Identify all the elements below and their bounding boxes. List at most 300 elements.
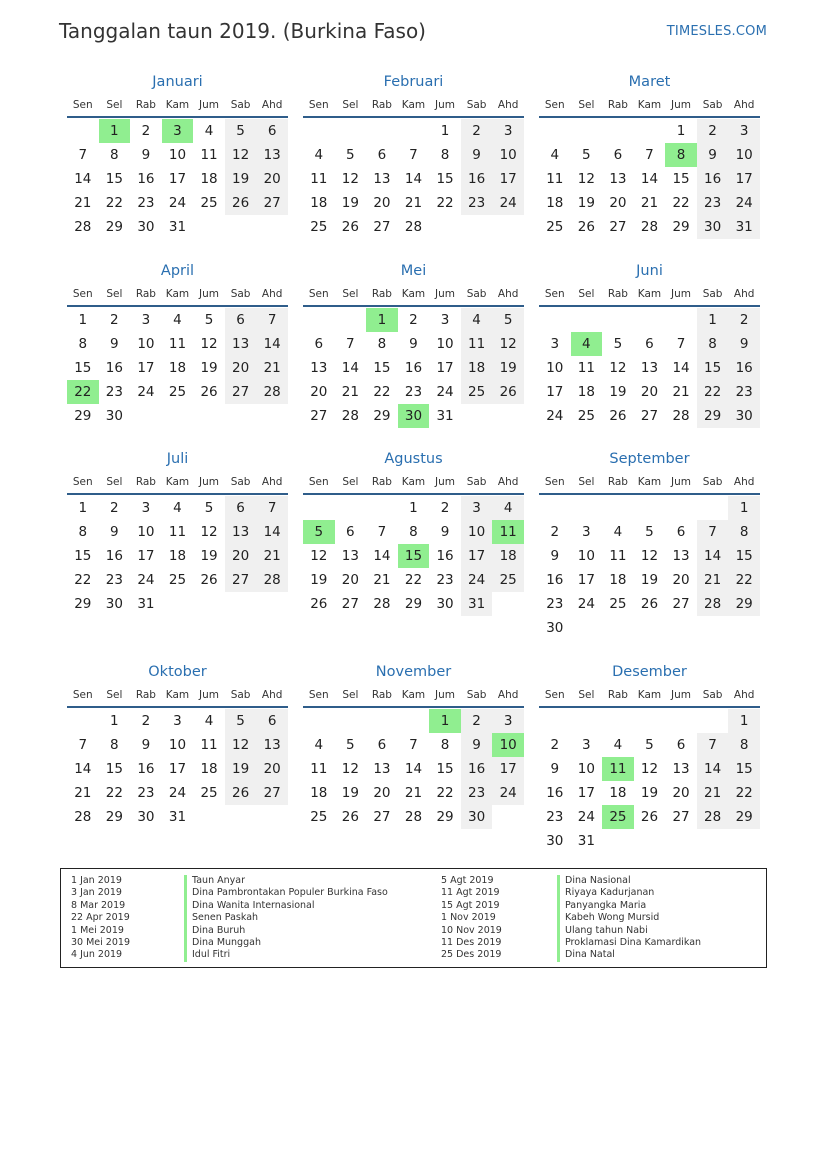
day-cell: 22 [436,785,454,801]
day-grid [303,496,524,616]
weekday-label: Kam [165,476,190,488]
day-cell: 3 [141,500,151,516]
day-cell: 2 [728,308,760,332]
day-cell: 27 [640,408,659,424]
weekday-header [67,96,288,118]
day-cell: 16 [436,548,454,564]
day-cell: 16 [137,171,155,187]
day-cell: 13 [672,548,690,564]
day-cell: 29 [728,592,760,616]
empty-cell [398,119,430,143]
day-cell: 9 [110,524,119,540]
day-cell: 4 [173,312,182,328]
day-cell: 7 [78,737,88,753]
day-cell: 7 [256,308,288,332]
day-cell: 10 [461,520,493,544]
month-name: Juli [166,451,189,467]
day-cell: 10 [577,548,595,564]
day-grid [539,308,760,428]
weekday-label: Kam [637,99,662,111]
day-cell: 10 [577,761,595,777]
day-cell: 29 [74,596,92,612]
day-cell: 8 [440,737,450,753]
weekday-label: Kam [401,288,426,300]
holiday-day-cell: 1 [429,709,461,733]
day-cell: 7 [697,520,729,544]
day-cell: 18 [609,572,627,588]
day-cell: 26 [341,219,359,235]
weekday-label: Sab [230,476,251,488]
day-cell: 16 [461,757,493,781]
legend-date: 11 Des 2019 [441,936,502,948]
day-cell: 12 [225,733,257,757]
day-cell: 17 [461,544,493,568]
weekday-label: Rab [607,689,628,701]
day-cell: 23 [436,572,454,588]
month-name: Januari [152,74,203,90]
day-cell: 12 [310,548,328,564]
day-cell: 8 [440,147,450,163]
month-name: September [609,451,690,467]
day-cell: 11 [577,360,595,376]
day-cell: 6 [377,147,387,163]
day-cell: 17 [436,360,454,376]
weekday-label: Ahd [497,288,519,300]
day-cell: 26 [640,596,659,612]
day-cell: 26 [225,781,257,805]
month-februari [303,72,524,239]
legend-holiday-name: Riyaya Kadurjanan [557,887,701,899]
day-cell: 29 [728,805,760,829]
day-cell: 24 [492,191,524,215]
weekday-label: Sen [72,476,93,488]
day-cell: 22 [105,785,123,801]
empty-cell [67,119,99,143]
day-cell: 18 [609,785,627,801]
weekday-label: Jum [199,476,220,488]
day-cell: 20 [310,384,328,400]
day-cell: 23 [461,781,493,805]
day-cell: 14 [256,332,288,356]
day-cell: 5 [346,737,355,753]
weekday-label: Kam [401,476,426,488]
day-cell: 17 [168,171,187,187]
legend-date: 8 Mar 2019 [71,899,126,911]
day-cell: 15 [697,356,729,380]
weekday-label: Sab [466,99,487,111]
month-mei [303,261,524,428]
day-grid [539,119,760,239]
day-cell: 25 [168,384,187,400]
day-cell: 8 [377,336,387,352]
day-cell: 15 [728,757,760,781]
day-cell: 9 [461,143,493,167]
day-cell: 15 [105,171,123,187]
day-grid [303,119,524,239]
day-cell: 27 [341,596,359,612]
day-cell: 29 [436,809,454,825]
day-cell: 24 [137,384,155,400]
empty-cell [665,496,697,520]
day-cell: 11 [168,336,187,352]
holiday-day-cell: 15 [398,544,430,568]
day-cell: 29 [404,596,423,612]
legend-holiday-name: Dina Pambrontakan Populer Burkina Faso [184,887,388,899]
empty-cell [303,709,335,733]
day-cell: 28 [74,219,92,235]
day-cell: 31 [137,596,155,612]
day-cell: 22 [74,572,92,588]
legend-holiday-name: Panyangka Maria [557,900,701,912]
legend-date: 4 Jun 2019 [71,949,123,961]
day-cell: 19 [609,384,627,400]
day-cell: 16 [105,360,123,376]
day-cell: 14 [404,761,423,777]
empty-cell [398,709,430,733]
holiday-day-cell: 5 [303,520,335,544]
empty-cell [539,709,571,733]
day-cell: 2 [461,709,493,733]
day-cell: 6 [256,119,288,143]
day-cell: 11 [310,761,328,777]
day-cell: 15 [436,761,454,777]
day-cell: 12 [341,171,359,187]
day-cell: 26 [640,809,659,825]
day-cell: 19 [577,195,595,211]
weekday-label: Sen [544,689,565,701]
month-name: Februari [383,74,444,90]
weekday-label: Sen [308,288,329,300]
day-cell: 9 [697,143,729,167]
day-cell: 7 [676,336,686,352]
weekday-label: Rab [607,476,628,488]
weekday-label: Sab [230,99,251,111]
day-cell: 14 [74,171,92,187]
month-januari [67,72,288,239]
day-cell: 28 [697,592,729,616]
weekday-label: Sen [544,99,565,111]
day-cell: 13 [341,548,359,564]
month-name: Juni [636,263,663,279]
day-cell: 20 [640,384,659,400]
day-cell: 17 [728,167,760,191]
holiday-day-cell: 11 [602,757,634,781]
day-cell: 26 [310,596,328,612]
weekday-label: Kam [165,689,190,701]
weekday-header [539,285,760,307]
day-cell: 27 [225,568,257,592]
weekday-label: Sen [308,99,329,111]
day-cell: 23 [137,195,155,211]
legend-holiday-name: Taun Anyar [184,875,388,887]
day-cell: 10 [436,336,454,352]
day-cell: 14 [640,171,659,187]
legend-date: 11 Agt 2019 [441,887,500,899]
weekday-header [67,473,288,495]
month-oktober [67,662,288,829]
day-cell: 1 [697,308,729,332]
day-cell: 7 [78,147,88,163]
day-cell: 28 [74,809,92,825]
weekday-label: Sab [702,288,723,300]
day-cell: 3 [141,312,151,328]
day-cell: 16 [546,572,564,588]
day-cell: 7 [697,733,729,757]
day-cell: 11 [609,548,627,564]
weekday-label: Jum [435,689,456,701]
day-cell: 21 [640,195,659,211]
day-cell: 26 [577,219,595,235]
day-cell: 6 [346,524,355,540]
day-cell: 13 [310,360,328,376]
weekday-label: Rab [607,288,628,300]
day-cell: 17 [492,167,524,191]
day-cell: 21 [341,384,359,400]
weekday-label: Sel [106,99,123,111]
weekday-header [303,686,524,708]
weekday-label: Kam [637,476,662,488]
day-cell: 4 [613,524,623,540]
day-grid [303,308,524,428]
day-cell: 27 [373,809,391,825]
day-cell: 6 [314,336,324,352]
day-cell: 3 [173,713,182,729]
legend-holiday-name: Proklamasi Dina Kamardikan [557,937,701,949]
day-cell: 24 [577,596,595,612]
weekday-label: Ahd [261,689,283,701]
weekday-header [67,686,288,708]
day-cell: 12 [225,143,257,167]
day-cell: 9 [110,336,119,352]
day-cell: 22 [436,195,454,211]
empty-cell [67,709,99,733]
legend-date: 1 Mei 2019 [71,924,124,936]
legend-date: 5 Agt 2019 [441,875,494,886]
day-cell: 4 [314,737,324,753]
day-cell: 4 [550,147,560,163]
day-cell: 20 [256,757,288,781]
day-cell: 9 [728,332,760,356]
day-cell: 30 [436,596,454,612]
day-cell: 9 [550,761,560,777]
month-name: Maret [628,74,671,90]
day-cell: 12 [341,761,359,777]
day-cell: 16 [728,356,760,380]
day-cell: 8 [78,336,88,352]
day-cell: 4 [461,308,493,332]
day-grid [67,308,288,428]
day-cell: 16 [137,761,155,777]
weekday-label: Rab [135,99,156,111]
legend-date: 22 Apr 2019 [71,912,130,924]
holiday-day-cell: 11 [492,520,524,544]
day-cell: 22 [105,195,123,211]
day-cell: 25 [609,596,627,612]
day-cell: 10 [137,524,155,540]
day-cell: 20 [373,785,391,801]
day-cell: 19 [225,167,257,191]
day-cell: 24 [168,195,187,211]
day-cell: 12 [200,524,218,540]
empty-cell [602,709,634,733]
empty-cell [634,119,666,143]
day-cell: 15 [436,171,454,187]
weekday-label: Sab [466,476,487,488]
day-cell: 27 [256,781,288,805]
empty-cell [634,496,666,520]
day-cell: 8 [728,733,760,757]
weekday-label: Ahd [733,689,755,701]
day-cell: 18 [200,171,218,187]
day-cell: 31 [461,592,493,616]
weekday-header [539,96,760,118]
day-cell: 22 [373,384,391,400]
day-cell: 9 [409,336,418,352]
day-cell: 28 [640,219,659,235]
page-title: Tanggalan taun 2019. (Burkina Faso) [59,19,426,43]
day-cell: 13 [373,171,391,187]
month-maret [539,72,760,239]
day-cell: 26 [200,572,218,588]
weekday-label: Sab [702,476,723,488]
weekday-label: Rab [371,476,392,488]
weekday-label: Sen [72,689,93,701]
day-cell: 19 [341,785,359,801]
empty-cell [602,496,634,520]
weekday-label: Ahd [733,476,755,488]
day-cell: 21 [256,356,288,380]
day-cell: 22 [697,380,729,404]
empty-cell [335,119,367,143]
day-cell: 28 [256,380,288,404]
day-cell: 25 [577,408,595,424]
day-cell: 29 [373,408,391,424]
day-cell: 6 [645,336,654,352]
day-cell: 18 [310,785,328,801]
day-cell: 19 [640,572,659,588]
day-cell: 7 [377,524,387,540]
day-cell: 2 [550,737,560,753]
day-cell: 20 [256,167,288,191]
legend-names-left [184,875,388,962]
day-cell: 4 [204,123,214,139]
day-cell: 6 [676,737,686,753]
day-cell: 12 [609,360,627,376]
day-cell: 2 [409,312,418,328]
empty-cell [539,119,571,143]
weekday-label: Rab [607,99,628,111]
weekday-label: Sel [342,288,359,300]
day-cell: 25 [461,380,493,404]
holiday-day-cell: 3 [162,119,194,143]
day-cell: 13 [609,171,627,187]
day-cell: 3 [440,312,450,328]
day-cell: 31 [436,408,454,424]
day-cell: 28 [672,408,690,424]
weekday-label: Sen [72,288,93,300]
weekday-label: Kam [637,288,662,300]
day-cell: 28 [697,805,729,829]
day-cell: 30 [137,219,155,235]
day-cell: 31 [728,215,760,239]
weekday-label: Sab [466,689,487,701]
day-cell: 13 [225,332,257,356]
weekday-label: Sab [230,288,251,300]
empty-cell [571,119,603,143]
day-cell: 25 [310,219,328,235]
weekday-header [303,473,524,495]
day-cell: 20 [672,785,690,801]
empty-cell [602,119,634,143]
day-cell: 27 [373,219,391,235]
empty-cell [697,496,729,520]
day-cell: 25 [546,219,564,235]
day-cell: 25 [168,572,187,588]
day-cell: 25 [492,568,524,592]
month-desember [539,662,760,853]
day-cell: 23 [728,380,760,404]
day-cell: 13 [256,733,288,757]
day-cell: 15 [74,548,92,564]
day-cell: 18 [168,548,187,564]
day-cell: 5 [582,147,591,163]
day-cell: 16 [404,360,423,376]
month-november [303,662,524,829]
day-cell: 15 [74,360,92,376]
weekday-label: Jum [435,99,456,111]
weekday-label: Kam [401,99,426,111]
day-cell: 5 [645,524,654,540]
day-cell: 28 [256,568,288,592]
day-cell: 13 [640,360,659,376]
day-cell: 1 [676,123,686,139]
day-cell: 2 [141,123,151,139]
empty-cell [602,308,634,332]
weekday-header [303,285,524,307]
day-cell: 14 [697,544,729,568]
day-cell: 26 [225,191,257,215]
day-cell: 30 [546,620,564,636]
day-cell: 21 [697,781,729,805]
day-cell: 8 [728,520,760,544]
day-cell: 12 [492,332,524,356]
day-cell: 19 [640,785,659,801]
brand-link[interactable]: TIMESLES.COM [666,24,767,39]
day-cell: 8 [409,524,418,540]
day-cell: 2 [110,312,119,328]
day-cell: 28 [373,596,391,612]
day-cell: 24 [436,384,454,400]
day-cell: 10 [168,147,187,163]
empty-cell [303,308,335,332]
day-cell: 13 [256,143,288,167]
day-cell: 28 [341,408,359,424]
weekday-label: Ahd [497,99,519,111]
day-cell: 17 [137,548,155,564]
day-grid [67,496,288,616]
legend-holiday-name: Dina Buruh [184,925,388,937]
empty-cell [366,709,398,733]
day-cell: 8 [110,147,119,163]
day-cell: 18 [492,544,524,568]
day-cell: 5 [204,500,214,516]
weekday-label: Sab [230,689,251,701]
day-cell: 14 [672,360,690,376]
holiday-day-cell: 10 [492,733,524,757]
legend-date: 30 Mei 2019 [71,936,130,948]
empty-cell [634,308,666,332]
day-cell: 7 [409,147,418,163]
